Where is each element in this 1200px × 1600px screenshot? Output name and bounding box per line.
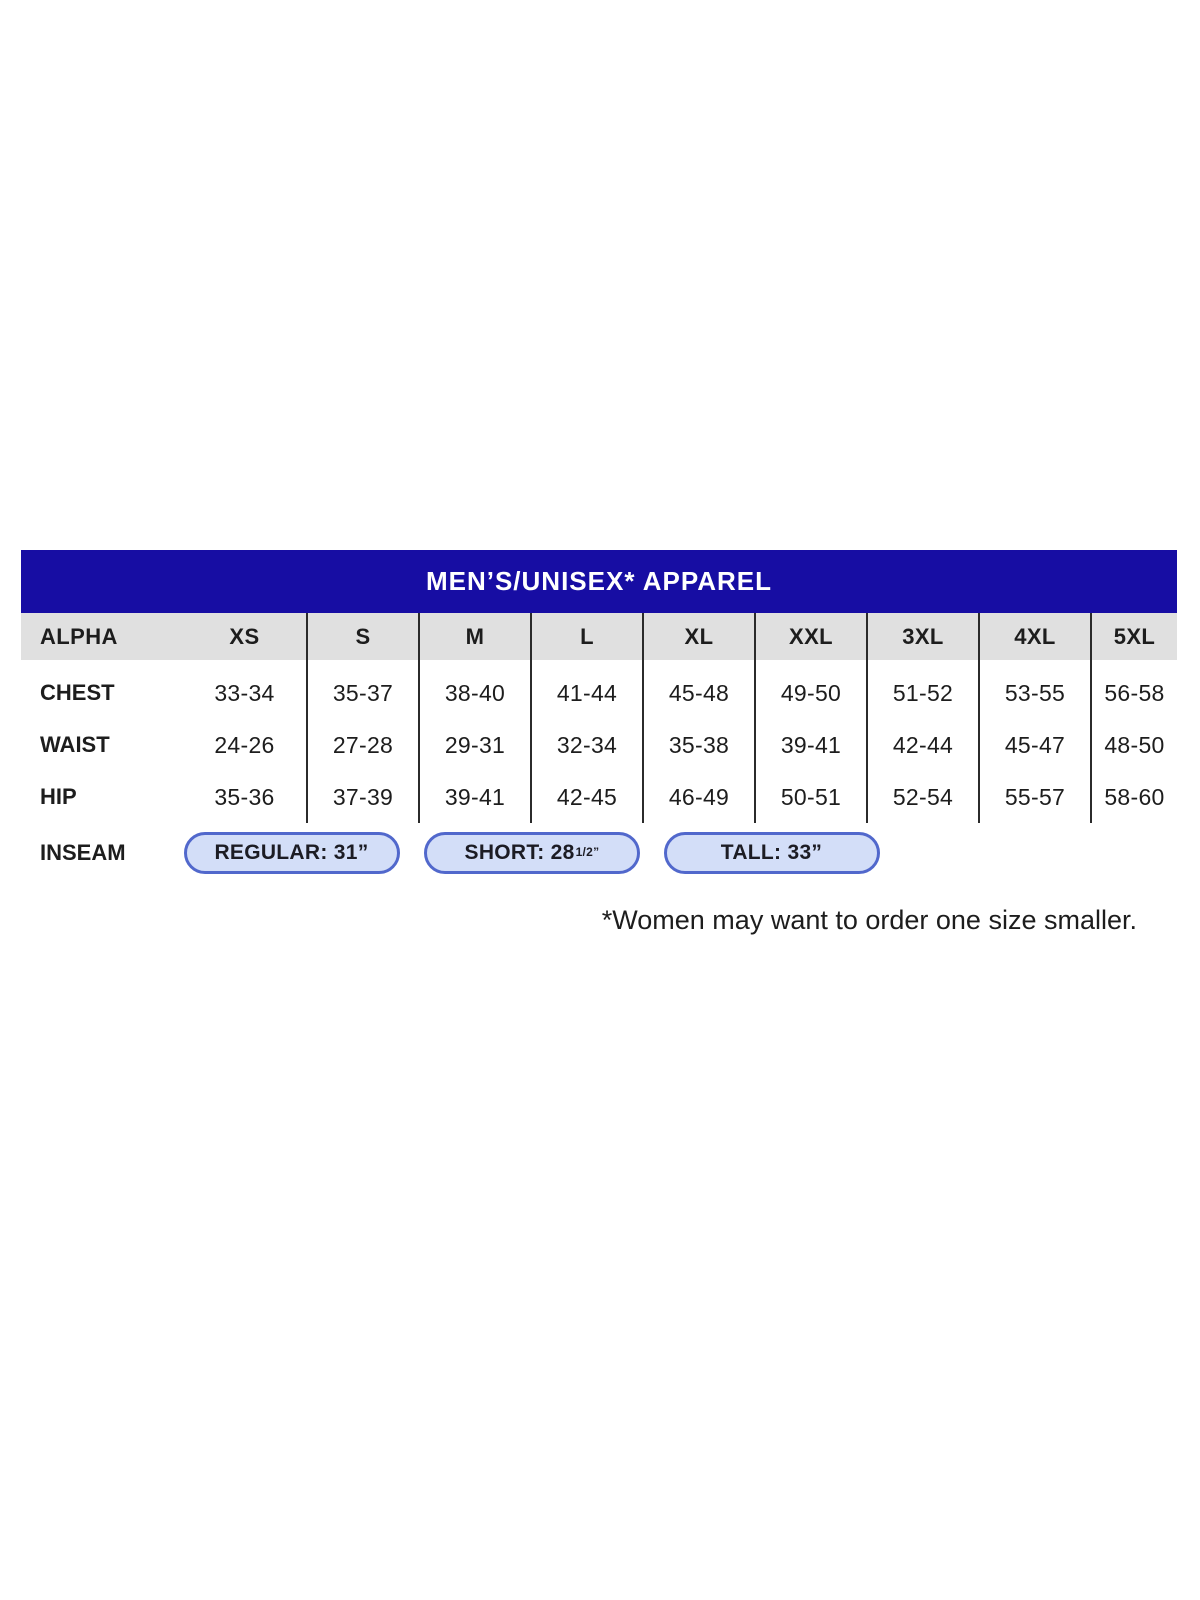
size-cell: 56-58 (1104, 679, 1165, 706)
size-cell: 39-41 (419, 771, 531, 823)
table-row-chest (21, 667, 1177, 719)
header-cell-size-s: S (307, 613, 419, 660)
size-cell: 38-40 (419, 667, 531, 719)
size-cell: 24-26 (183, 719, 307, 771)
size-cell: 42-45 (531, 771, 643, 823)
pill-text: TALL: 33” (720, 841, 823, 864)
size-cell: 35-36 (183, 771, 307, 823)
size-cell: 51-52 (867, 667, 979, 719)
size-cell: 33-34 (183, 667, 307, 719)
row-label: CHEST (40, 680, 115, 705)
divider-extension-row (21, 660, 1177, 667)
size-chart (21, 550, 1177, 874)
size-cell: 35-38 (643, 719, 755, 771)
inseam-pill-regular (184, 832, 400, 874)
size-cell: 50-51 (755, 771, 867, 823)
size-cell: 58-60 (1104, 783, 1165, 810)
header-cell-size-xs: XS (183, 613, 307, 660)
size-cell: 41-44 (531, 667, 643, 719)
header-cell-alpha: ALPHA (40, 623, 118, 649)
chart-title-bar (21, 550, 1177, 613)
size-cell: 29-31 (419, 719, 531, 771)
inseam-pill-short: SHORT: 28 $^{1/2”}$ (424, 832, 640, 874)
inseam-pill-tall (664, 832, 880, 874)
size-cell: 55-57 (979, 771, 1091, 823)
row-label: WAIST (40, 732, 110, 757)
header-cell-size-4xl: 4XL (979, 613, 1091, 660)
inseam-label: INSEAM (40, 840, 126, 865)
size-cell: 37-39 (307, 771, 419, 823)
header-cell-size-l: L (531, 613, 643, 660)
table-row-waist (21, 719, 1177, 771)
size-cell: 45-48 (643, 667, 755, 719)
row-label: HIP (40, 784, 77, 809)
size-cell: 45-47 (979, 719, 1091, 771)
size-cell: 39-41 (755, 719, 867, 771)
chart-title: MEN’S/UNISEX* APPAREL (425, 566, 773, 596)
size-cell: 49-50 (755, 667, 867, 719)
size-header-row (21, 613, 1177, 660)
size-cell: 48-50 (1104, 731, 1165, 758)
size-cell: 32-34 (531, 719, 643, 771)
size-cell: 27-28 (307, 719, 419, 771)
size-cell: 42-44 (867, 719, 979, 771)
size-cell: 52-54 (867, 771, 979, 823)
size-cell: 46-49 (643, 771, 755, 823)
footnote: *Women may want to order one size smaller. (601, 905, 1137, 935)
size-table (21, 613, 1177, 823)
inseam-row (21, 832, 1177, 874)
size-cell: 53-55 (979, 667, 1091, 719)
size-cell: 35-37 (307, 667, 419, 719)
pill-text: SHORT: 28 (464, 841, 575, 864)
table-row-hip (21, 771, 1177, 823)
pill-text: REGULAR: 31” (214, 841, 369, 864)
header-cell-size-5xl: 5XL (1113, 623, 1156, 649)
header-cell-size-3xl: 3XL (867, 613, 979, 660)
header-cell-size-m: M (419, 613, 531, 660)
header-cell-size-xl: XL (643, 613, 755, 660)
header-cell-size-xxl: XXL (755, 613, 867, 660)
